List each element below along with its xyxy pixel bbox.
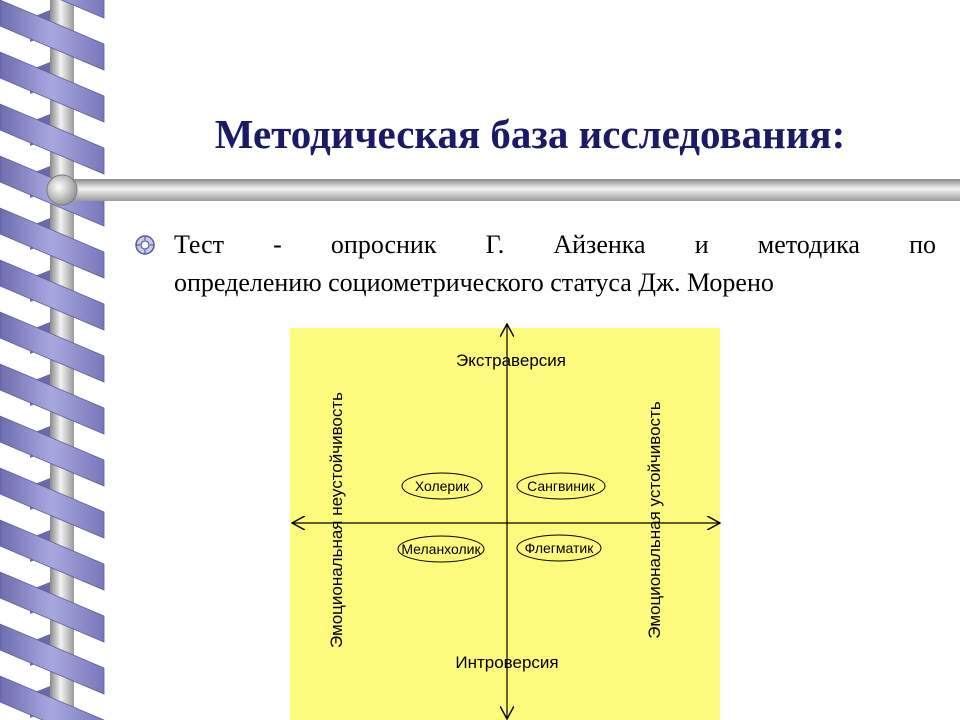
axis-top-label: Экстраверсия [456,351,566,370]
bar-knob [47,175,77,205]
axis-bottom-label: Интроверсия [455,653,559,672]
quadrant-melancholic: Меланхолик [401,541,481,557]
page-title: Методическая база исследования: [214,111,846,157]
axis-left-label: Эмоциональная неустойчивость [327,391,346,649]
quadrant-choleric: Холерик [414,478,470,494]
bullet-line-1: Тест - опросник Г. Айзенка и методика по [174,230,936,259]
quadrant-phlegmatic: Флегматик [524,540,594,556]
quadrant-sanguine: Сангвиник [527,478,595,494]
axis-right-label: Эмоциональная устойчивость [645,401,664,639]
bullet-text [174,226,936,302]
horizontal-bar [62,179,960,201]
bullet-item [134,226,936,302]
flower-bullet-icon [134,234,156,256]
temperament-diagram [284,320,724,720]
bullet-line-2: определению социометрического статуса Дж. Морено [174,268,774,297]
